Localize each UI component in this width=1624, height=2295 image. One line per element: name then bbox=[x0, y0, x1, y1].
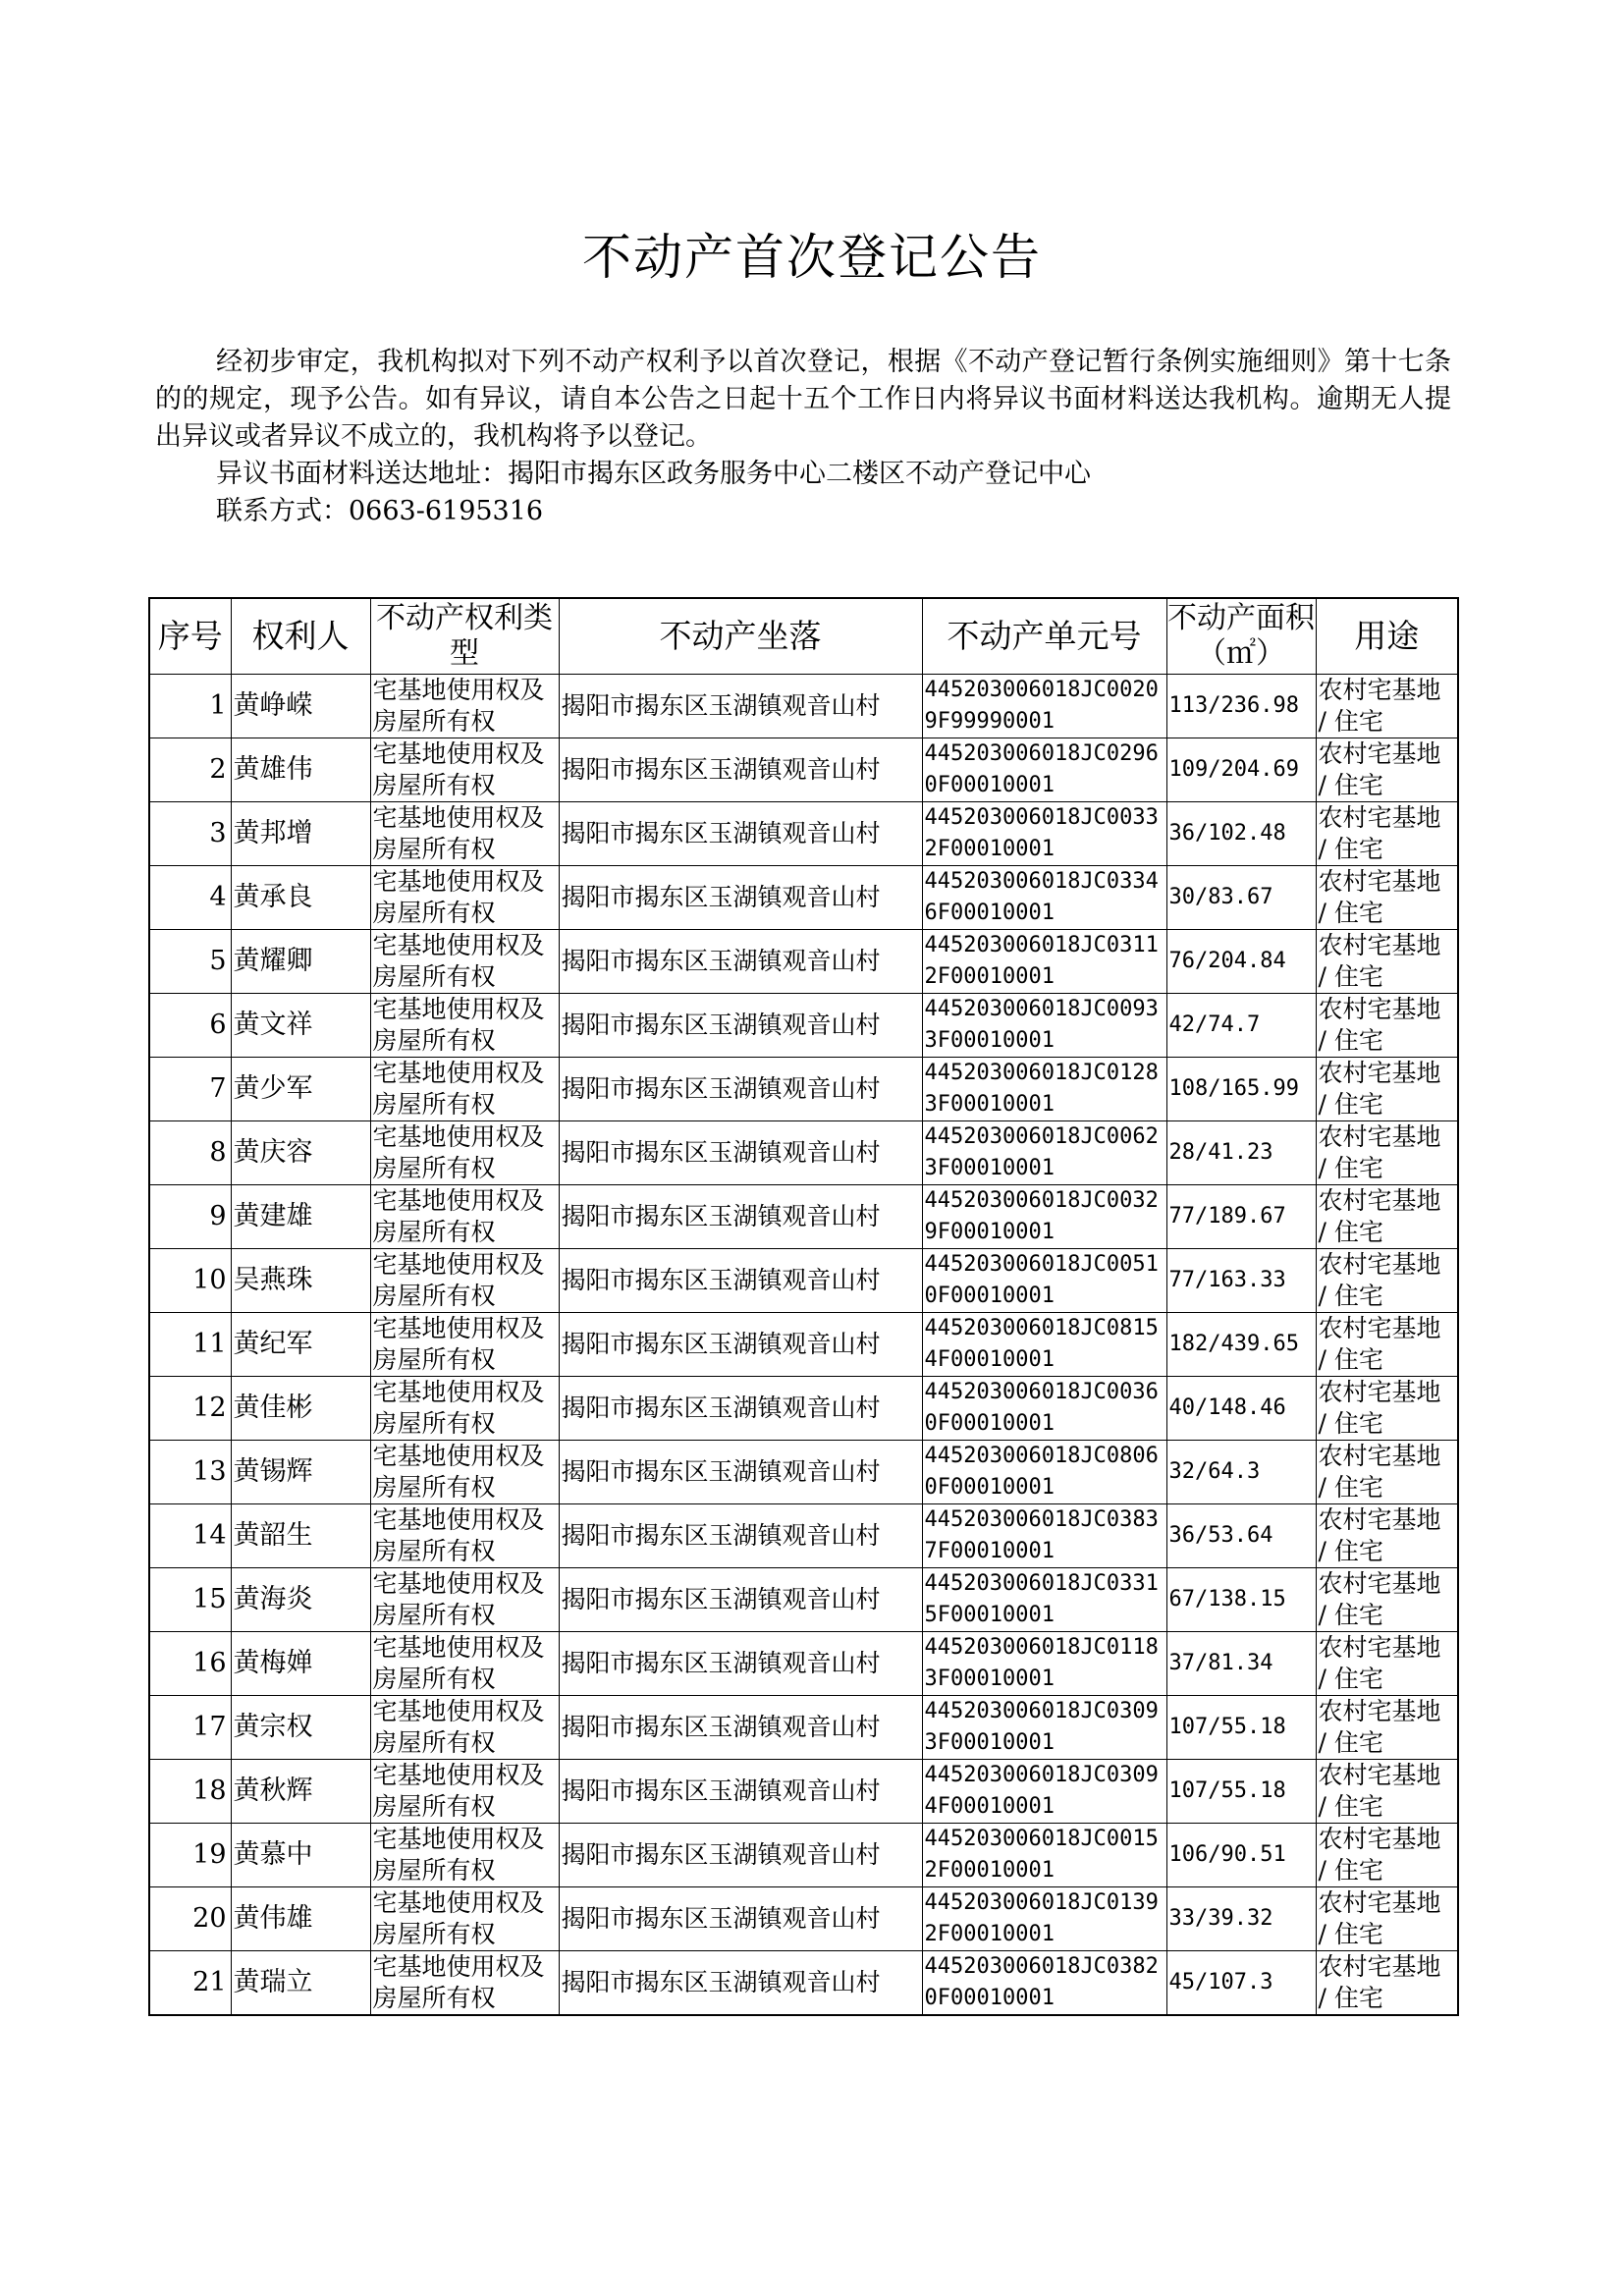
usage: 农村宅基地 / 住宅 bbox=[1316, 1249, 1458, 1313]
unit-number: 445203006018JC00510F00010001 bbox=[922, 1249, 1166, 1313]
right-type: 宅基地使用权及房屋所有权 bbox=[370, 1504, 559, 1568]
unit-number: 445203006018JC08060F00010001 bbox=[922, 1441, 1166, 1504]
row-index: 10 bbox=[149, 1249, 231, 1313]
row-index: 13 bbox=[149, 1441, 231, 1504]
area: 107/55.18 bbox=[1166, 1696, 1316, 1760]
location: 揭阳市揭东区玉湖镇观音山村 bbox=[559, 1568, 922, 1632]
unit-number: 445203006018JC08154F00010001 bbox=[922, 1313, 1166, 1377]
right-type: 宅基地使用权及房屋所有权 bbox=[370, 1441, 559, 1504]
table-row bbox=[149, 1504, 1458, 1568]
right-type: 宅基地使用权及房屋所有权 bbox=[370, 1632, 559, 1696]
row-index: 11 bbox=[149, 1313, 231, 1377]
right-type: 宅基地使用权及房屋所有权 bbox=[370, 1185, 559, 1249]
contact-info: 联系方式：0663-6195316 bbox=[216, 496, 544, 526]
location: 揭阳市揭东区玉湖镇观音山村 bbox=[559, 1121, 922, 1185]
table-row bbox=[149, 1058, 1458, 1121]
location: 揭阳市揭东区玉湖镇观音山村 bbox=[559, 1632, 922, 1696]
table-row bbox=[149, 1377, 1458, 1441]
area: 106/90.51 bbox=[1166, 1824, 1316, 1887]
unit-number: 445203006018JC00332F00010001 bbox=[922, 802, 1166, 866]
location: 揭阳市揭东区玉湖镇观音山村 bbox=[559, 1313, 922, 1377]
owner-name: 黄建雄 bbox=[231, 1185, 370, 1249]
unit-number: 445203006018JC03094F00010001 bbox=[922, 1760, 1166, 1824]
owner-name: 黄锡辉 bbox=[231, 1441, 370, 1504]
area: 37/81.34 bbox=[1166, 1632, 1316, 1696]
usage: 农村宅基地 / 住宅 bbox=[1316, 1760, 1458, 1824]
owner-name: 吴燕珠 bbox=[231, 1249, 370, 1313]
right-type: 宅基地使用权及房屋所有权 bbox=[370, 1249, 559, 1313]
owner-name: 黄少军 bbox=[231, 1058, 370, 1121]
location: 揭阳市揭东区玉湖镇观音山村 bbox=[559, 866, 922, 930]
table-row bbox=[149, 1632, 1458, 1696]
owner-name: 黄慕中 bbox=[231, 1824, 370, 1887]
row-index: 20 bbox=[149, 1887, 231, 1951]
usage: 农村宅基地 / 住宅 bbox=[1316, 1568, 1458, 1632]
row-index: 8 bbox=[149, 1121, 231, 1185]
usage: 农村宅基地 / 住宅 bbox=[1316, 866, 1458, 930]
row-index: 7 bbox=[149, 1058, 231, 1121]
usage: 农村宅基地 / 住宅 bbox=[1316, 1441, 1458, 1504]
owner-name: 黄承良 bbox=[231, 866, 370, 930]
right-type: 宅基地使用权及房屋所有权 bbox=[370, 1824, 559, 1887]
table-row bbox=[149, 802, 1458, 866]
usage: 农村宅基地 / 住宅 bbox=[1316, 1185, 1458, 1249]
usage: 农村宅基地 / 住宅 bbox=[1316, 738, 1458, 802]
header-owner: 权利人 bbox=[231, 598, 370, 675]
objection-address: 异议书面材料送达地址：揭阳市揭东区政务服务中心二楼区不动产登记中心 bbox=[216, 459, 1091, 489]
unit-number: 445203006018JC03346F00010001 bbox=[922, 866, 1166, 930]
table-row bbox=[149, 1568, 1458, 1632]
location: 揭阳市揭东区玉湖镇观音山村 bbox=[559, 802, 922, 866]
location: 揭阳市揭东区玉湖镇观音山村 bbox=[559, 1504, 922, 1568]
row-index: 12 bbox=[149, 1377, 231, 1441]
location: 揭阳市揭东区玉湖镇观音山村 bbox=[559, 738, 922, 802]
header-location: 不动产坐落 bbox=[559, 598, 922, 675]
row-index: 21 bbox=[149, 1951, 231, 2016]
table-row bbox=[149, 675, 1458, 738]
header-usage: 用途 bbox=[1316, 598, 1458, 675]
area: 32/64.3 bbox=[1166, 1441, 1316, 1504]
header-right-type: 不动产权利类型 bbox=[370, 598, 559, 675]
usage: 农村宅基地 / 住宅 bbox=[1316, 1313, 1458, 1377]
usage: 农村宅基地 / 住宅 bbox=[1316, 1121, 1458, 1185]
owner-name: 黄邦增 bbox=[231, 802, 370, 866]
area: 45/107.3 bbox=[1166, 1951, 1316, 2016]
right-type: 宅基地使用权及房屋所有权 bbox=[370, 738, 559, 802]
usage: 农村宅基地 / 住宅 bbox=[1316, 1058, 1458, 1121]
area: 182/439.65 bbox=[1166, 1313, 1316, 1377]
usage: 农村宅基地 / 住宅 bbox=[1316, 1504, 1458, 1568]
row-index: 6 bbox=[149, 994, 231, 1058]
table-row bbox=[149, 1824, 1458, 1887]
location: 揭阳市揭东区玉湖镇观音山村 bbox=[559, 1760, 922, 1824]
row-index: 3 bbox=[149, 802, 231, 866]
table-row bbox=[149, 994, 1458, 1058]
row-index: 1 bbox=[149, 675, 231, 738]
right-type: 宅基地使用权及房屋所有权 bbox=[370, 930, 559, 994]
usage: 农村宅基地 / 住宅 bbox=[1316, 1377, 1458, 1441]
row-index: 18 bbox=[149, 1760, 231, 1824]
right-type: 宅基地使用权及房屋所有权 bbox=[370, 1951, 559, 2016]
usage: 农村宅基地 / 住宅 bbox=[1316, 1696, 1458, 1760]
area: 67/138.15 bbox=[1166, 1568, 1316, 1632]
right-type: 宅基地使用权及房屋所有权 bbox=[370, 1377, 559, 1441]
header-unit-number: 不动产单元号 bbox=[922, 598, 1166, 675]
right-type: 宅基地使用权及房屋所有权 bbox=[370, 1121, 559, 1185]
owner-name: 黄纪军 bbox=[231, 1313, 370, 1377]
area: 30/83.67 bbox=[1166, 866, 1316, 930]
unit-number: 445203006018JC00209F99990001 bbox=[922, 675, 1166, 738]
owner-name: 黄韶生 bbox=[231, 1504, 370, 1568]
area: 109/204.69 bbox=[1166, 738, 1316, 802]
usage: 农村宅基地 / 住宅 bbox=[1316, 930, 1458, 994]
owner-name: 黄梅婵 bbox=[231, 1632, 370, 1696]
table-row bbox=[149, 1441, 1458, 1504]
area: 77/189.67 bbox=[1166, 1185, 1316, 1249]
location: 揭阳市揭东区玉湖镇观音山村 bbox=[559, 1377, 922, 1441]
right-type: 宅基地使用权及房屋所有权 bbox=[370, 802, 559, 866]
unit-number: 445203006018JC02960F00010001 bbox=[922, 738, 1166, 802]
unit-number: 445203006018JC00152F00010001 bbox=[922, 1824, 1166, 1887]
table-row bbox=[149, 930, 1458, 994]
owner-name: 黄庆容 bbox=[231, 1121, 370, 1185]
owner-name: 黄佳彬 bbox=[231, 1377, 370, 1441]
intro-paragraph: 经初步审定，我机构拟对下列不动产权利予以首次登记，根据《不动产登记暂行条例实施细则》第十七条的的规定，现予公告。如有异议，请自本公告之日起十五个工作日内将异议书面材料送达我机构。逾期无人提出异议或者异议不成立的，我机构将予以登记。 bbox=[155, 347, 1451, 452]
area: 76/204.84 bbox=[1166, 930, 1316, 994]
table-row bbox=[149, 866, 1458, 930]
owner-name: 黄海炎 bbox=[231, 1568, 370, 1632]
area: 113/236.98 bbox=[1166, 675, 1316, 738]
owner-name: 黄伟雄 bbox=[231, 1887, 370, 1951]
owner-name: 黄耀卿 bbox=[231, 930, 370, 994]
row-index: 4 bbox=[149, 866, 231, 930]
area: 40/148.46 bbox=[1166, 1377, 1316, 1441]
row-index: 9 bbox=[149, 1185, 231, 1249]
owner-name: 黄瑞立 bbox=[231, 1951, 370, 2016]
unit-number: 445203006018JC01283F00010001 bbox=[922, 1058, 1166, 1121]
unit-number: 445203006018JC00360F00010001 bbox=[922, 1377, 1166, 1441]
area: 28/41.23 bbox=[1166, 1121, 1316, 1185]
right-type: 宅基地使用权及房屋所有权 bbox=[370, 866, 559, 930]
usage: 农村宅基地 / 住宅 bbox=[1316, 1632, 1458, 1696]
location: 揭阳市揭东区玉湖镇观音山村 bbox=[559, 1441, 922, 1504]
unit-number: 445203006018JC03112F00010001 bbox=[922, 930, 1166, 994]
right-type: 宅基地使用权及房屋所有权 bbox=[370, 1313, 559, 1377]
table-row bbox=[149, 1887, 1458, 1951]
area: 108/165.99 bbox=[1166, 1058, 1316, 1121]
area: 42/74.7 bbox=[1166, 994, 1316, 1058]
intro-section bbox=[155, 344, 1451, 530]
table-body bbox=[149, 675, 1458, 2016]
table-row bbox=[149, 1696, 1458, 1760]
row-index: 17 bbox=[149, 1696, 231, 1760]
right-type: 宅基地使用权及房屋所有权 bbox=[370, 1058, 559, 1121]
unit-number: 445203006018JC01183F00010001 bbox=[922, 1632, 1166, 1696]
right-type: 宅基地使用权及房屋所有权 bbox=[370, 1760, 559, 1824]
registration-table bbox=[148, 597, 1459, 2016]
usage: 农村宅基地 / 住宅 bbox=[1316, 1951, 1458, 2016]
area: 33/39.32 bbox=[1166, 1887, 1316, 1951]
location: 揭阳市揭东区玉湖镇观音山村 bbox=[559, 1185, 922, 1249]
unit-number: 445203006018JC03837F00010001 bbox=[922, 1504, 1166, 1568]
location: 揭阳市揭东区玉湖镇观音山村 bbox=[559, 1951, 922, 2016]
right-type: 宅基地使用权及房屋所有权 bbox=[370, 1887, 559, 1951]
location: 揭阳市揭东区玉湖镇观音山村 bbox=[559, 930, 922, 994]
right-type: 宅基地使用权及房屋所有权 bbox=[370, 1568, 559, 1632]
location: 揭阳市揭东区玉湖镇观音山村 bbox=[559, 994, 922, 1058]
row-index: 2 bbox=[149, 738, 231, 802]
location: 揭阳市揭东区玉湖镇观音山村 bbox=[559, 1058, 922, 1121]
unit-number: 445203006018JC03315F00010001 bbox=[922, 1568, 1166, 1632]
owner-name: 黄文祥 bbox=[231, 994, 370, 1058]
location: 揭阳市揭东区玉湖镇观音山村 bbox=[559, 1696, 922, 1760]
row-index: 16 bbox=[149, 1632, 231, 1696]
header-area: 不动产面积（㎡） bbox=[1166, 598, 1316, 675]
usage: 农村宅基地 / 住宅 bbox=[1316, 994, 1458, 1058]
row-index: 5 bbox=[149, 930, 231, 994]
area: 77/163.33 bbox=[1166, 1249, 1316, 1313]
unit-number: 445203006018JC03093F00010001 bbox=[922, 1696, 1166, 1760]
unit-number: 445203006018JC01392F00010001 bbox=[922, 1887, 1166, 1951]
unit-number: 445203006018JC00933F00010001 bbox=[922, 994, 1166, 1058]
table-row bbox=[149, 1121, 1458, 1185]
right-type: 宅基地使用权及房屋所有权 bbox=[370, 994, 559, 1058]
table-row bbox=[149, 738, 1458, 802]
location: 揭阳市揭东区玉湖镇观音山村 bbox=[559, 1824, 922, 1887]
page-title: 不动产首次登记公告 bbox=[582, 229, 1042, 286]
row-index: 15 bbox=[149, 1568, 231, 1632]
unit-number: 445203006018JC00623F00010001 bbox=[922, 1121, 1166, 1185]
usage: 农村宅基地 / 住宅 bbox=[1316, 802, 1458, 866]
owner-name: 黄宗权 bbox=[231, 1696, 370, 1760]
row-index: 14 bbox=[149, 1504, 231, 1568]
right-type: 宅基地使用权及房屋所有权 bbox=[370, 675, 559, 738]
table-row bbox=[149, 1185, 1458, 1249]
owner-name: 黄雄伟 bbox=[231, 738, 370, 802]
table-row bbox=[149, 1951, 1458, 2016]
row-index: 19 bbox=[149, 1824, 231, 1887]
unit-number: 445203006018JC03820F00010001 bbox=[922, 1951, 1166, 2016]
owner-name: 黄峥嵘 bbox=[231, 675, 370, 738]
area: 107/55.18 bbox=[1166, 1760, 1316, 1824]
table-header-row bbox=[149, 598, 1458, 675]
table-row bbox=[149, 1249, 1458, 1313]
usage: 农村宅基地 / 住宅 bbox=[1316, 1824, 1458, 1887]
table-row bbox=[149, 1760, 1458, 1824]
usage: 农村宅基地 / 住宅 bbox=[1316, 675, 1458, 738]
unit-number: 445203006018JC00329F00010001 bbox=[922, 1185, 1166, 1249]
right-type: 宅基地使用权及房屋所有权 bbox=[370, 1696, 559, 1760]
location: 揭阳市揭东区玉湖镇观音山村 bbox=[559, 1887, 922, 1951]
area: 36/102.48 bbox=[1166, 802, 1316, 866]
area: 36/53.64 bbox=[1166, 1504, 1316, 1568]
owner-name: 黄秋辉 bbox=[231, 1760, 370, 1824]
location: 揭阳市揭东区玉湖镇观音山村 bbox=[559, 675, 922, 738]
header-index: 序号 bbox=[149, 598, 231, 675]
usage: 农村宅基地 / 住宅 bbox=[1316, 1887, 1458, 1951]
table-row bbox=[149, 1313, 1458, 1377]
location: 揭阳市揭东区玉湖镇观音山村 bbox=[559, 1249, 922, 1313]
